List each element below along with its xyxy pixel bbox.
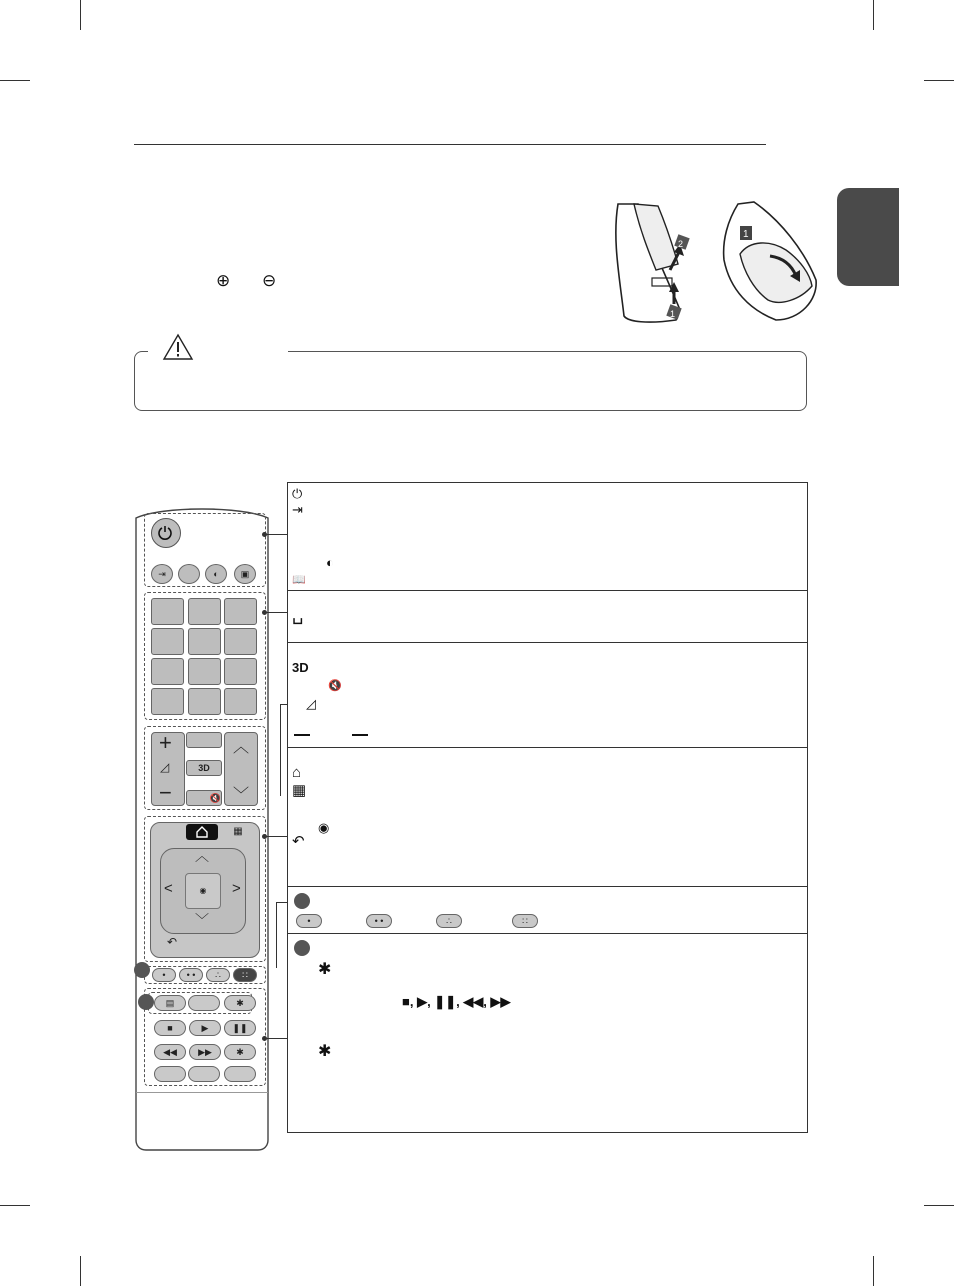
- number-key[interactable]: [224, 658, 257, 685]
- back-symbol: ↶: [292, 833, 305, 850]
- power-icon: [157, 524, 173, 540]
- playback-button[interactable]: ✱: [224, 1044, 256, 1060]
- home-symbol: ⌂: [292, 764, 302, 781]
- minus-polarity-icon: ⊖: [262, 271, 277, 290]
- fav-button[interactable]: [186, 732, 222, 748]
- chevron-up-icon: ︿: [233, 739, 250, 756]
- guide-symbol: 📖: [292, 574, 306, 586]
- number-key[interactable]: [224, 598, 257, 625]
- number-key[interactable]: [224, 688, 257, 715]
- playback-button[interactable]: ■: [154, 1020, 186, 1036]
- color-key-button[interactable]: • •: [179, 968, 203, 982]
- color-key-button[interactable]: ∷: [233, 968, 257, 982]
- warning-triangle-icon: [162, 333, 194, 361]
- crop-mark: [924, 1205, 954, 1206]
- crop-mark: [873, 1256, 874, 1286]
- leader-line: [280, 704, 287, 705]
- extra-button[interactable]: [224, 1066, 256, 1082]
- home-icon: [196, 826, 208, 838]
- color-key-legend-item: ∷: [512, 914, 538, 928]
- space-symbol: ␣: [292, 604, 304, 624]
- step-1-label: 1: [743, 229, 749, 240]
- number-key[interactable]: [188, 658, 221, 685]
- leader-line: [266, 1038, 287, 1039]
- volume-up-label: +: [159, 730, 172, 755]
- leader-bracket: [280, 704, 281, 796]
- color-key-button[interactable]: ∴: [206, 968, 230, 982]
- ratio-symbol: ◐: [326, 555, 334, 570]
- channel-up-arrow-icon: [352, 734, 368, 736]
- playback-button[interactable]: ◀◀: [154, 1044, 186, 1060]
- star-button[interactable]: [224, 995, 256, 1011]
- volume-icon: ◿: [160, 760, 170, 774]
- color-key-button[interactable]: •: [152, 968, 176, 982]
- number-key[interactable]: [188, 628, 221, 655]
- playback-button[interactable]: ▶▶: [189, 1044, 221, 1060]
- number-key[interactable]: [151, 658, 184, 685]
- star-label: ✱: [236, 998, 244, 1008]
- badge-a: [294, 893, 310, 909]
- remote-bottom-line: [136, 1092, 268, 1093]
- q-menu-button[interactable]: [178, 564, 200, 584]
- back-button[interactable]: ↶: [166, 935, 178, 949]
- number-key[interactable]: [151, 688, 184, 715]
- number-key[interactable]: [151, 598, 184, 625]
- extra-button[interactable]: [154, 1066, 186, 1082]
- leader-line: [266, 836, 287, 837]
- transport-symbols: ■, ▶, ❚❚, ◀◀, ▶▶: [402, 994, 511, 1009]
- text-button[interactable]: ▤: [154, 995, 186, 1011]
- number-key[interactable]: [151, 628, 184, 655]
- number-key[interactable]: [224, 628, 257, 655]
- ok-symbol: ◉: [318, 820, 330, 835]
- star-symbol: ✱: [318, 1043, 332, 1060]
- step-1-label: 1: [670, 309, 676, 319]
- crop-mark: [80, 1256, 81, 1286]
- section-divider: [288, 590, 807, 591]
- chevron-down-icon: ﹀: [233, 787, 250, 804]
- crop-mark: [0, 80, 30, 81]
- 3d-button[interactable]: [186, 760, 222, 776]
- star-symbol: ✱: [318, 961, 332, 978]
- header-rule: [134, 144, 766, 145]
- leader-line: [266, 534, 287, 535]
- leader-line: [266, 612, 287, 613]
- battery-cover-illustration: [608, 200, 698, 324]
- 3d-label: 3D: [198, 763, 210, 773]
- crop-mark: [924, 80, 954, 81]
- section-divider: [288, 886, 807, 887]
- badge-b: [138, 994, 154, 1010]
- arrow-down-icon: ﹀: [195, 912, 209, 928]
- playback-button[interactable]: ▶: [189, 1020, 221, 1036]
- playback-button[interactable]: ❚❚: [224, 1020, 256, 1036]
- crop-mark: [80, 0, 81, 30]
- t-opt-button[interactable]: [188, 995, 220, 1011]
- crop-mark: [0, 1205, 30, 1206]
- arrow-up-icon: ︿: [195, 848, 209, 864]
- input-symbol: ⇥: [292, 502, 303, 517]
- section-divider: [288, 642, 807, 643]
- ratio-button[interactable]: ◐: [205, 564, 227, 584]
- crop-mark: [873, 0, 874, 30]
- color-key-legend-item: •: [296, 914, 322, 928]
- grid-symbol: ▦: [292, 782, 307, 799]
- arrow-right-icon: >: [232, 880, 241, 897]
- mute-button[interactable]: 🔇: [186, 790, 222, 806]
- color-key-legend-item: • •: [366, 914, 392, 928]
- volume-down-label: −: [159, 780, 172, 805]
- plus-polarity-icon: ⊕: [216, 271, 231, 290]
- number-key[interactable]: [188, 598, 221, 625]
- channel-down-arrow-icon: [294, 734, 310, 736]
- step-2-label: 2: [678, 239, 684, 249]
- color-key-legend-item: ∴: [436, 914, 462, 928]
- extra-button[interactable]: [188, 1066, 220, 1082]
- caution-box: [134, 351, 807, 411]
- battery-cover-illustration: [720, 200, 824, 324]
- power-symbol: ⏻: [292, 486, 303, 501]
- description-panel: [287, 482, 808, 1133]
- section-divider: [288, 747, 807, 748]
- leader-line: [276, 902, 287, 903]
- input-button[interactable]: ⇥: [151, 564, 173, 584]
- volume-symbol: ◿: [306, 696, 316, 711]
- arrow-left-icon: <: [164, 880, 173, 897]
- ok-button[interactable]: ◉: [185, 873, 221, 909]
- section-tab: [837, 188, 899, 286]
- section-divider: [288, 933, 807, 934]
- guide-button[interactable]: ▣: [234, 564, 256, 584]
- 3d-symbol: 3D: [292, 660, 309, 675]
- number-key[interactable]: [188, 688, 221, 715]
- badge-a: [134, 962, 150, 978]
- leader-bracket: [276, 902, 277, 968]
- apps-button[interactable]: ▦: [233, 826, 243, 837]
- mute-symbol: 🔇: [328, 680, 342, 692]
- badge-b: [294, 940, 310, 956]
